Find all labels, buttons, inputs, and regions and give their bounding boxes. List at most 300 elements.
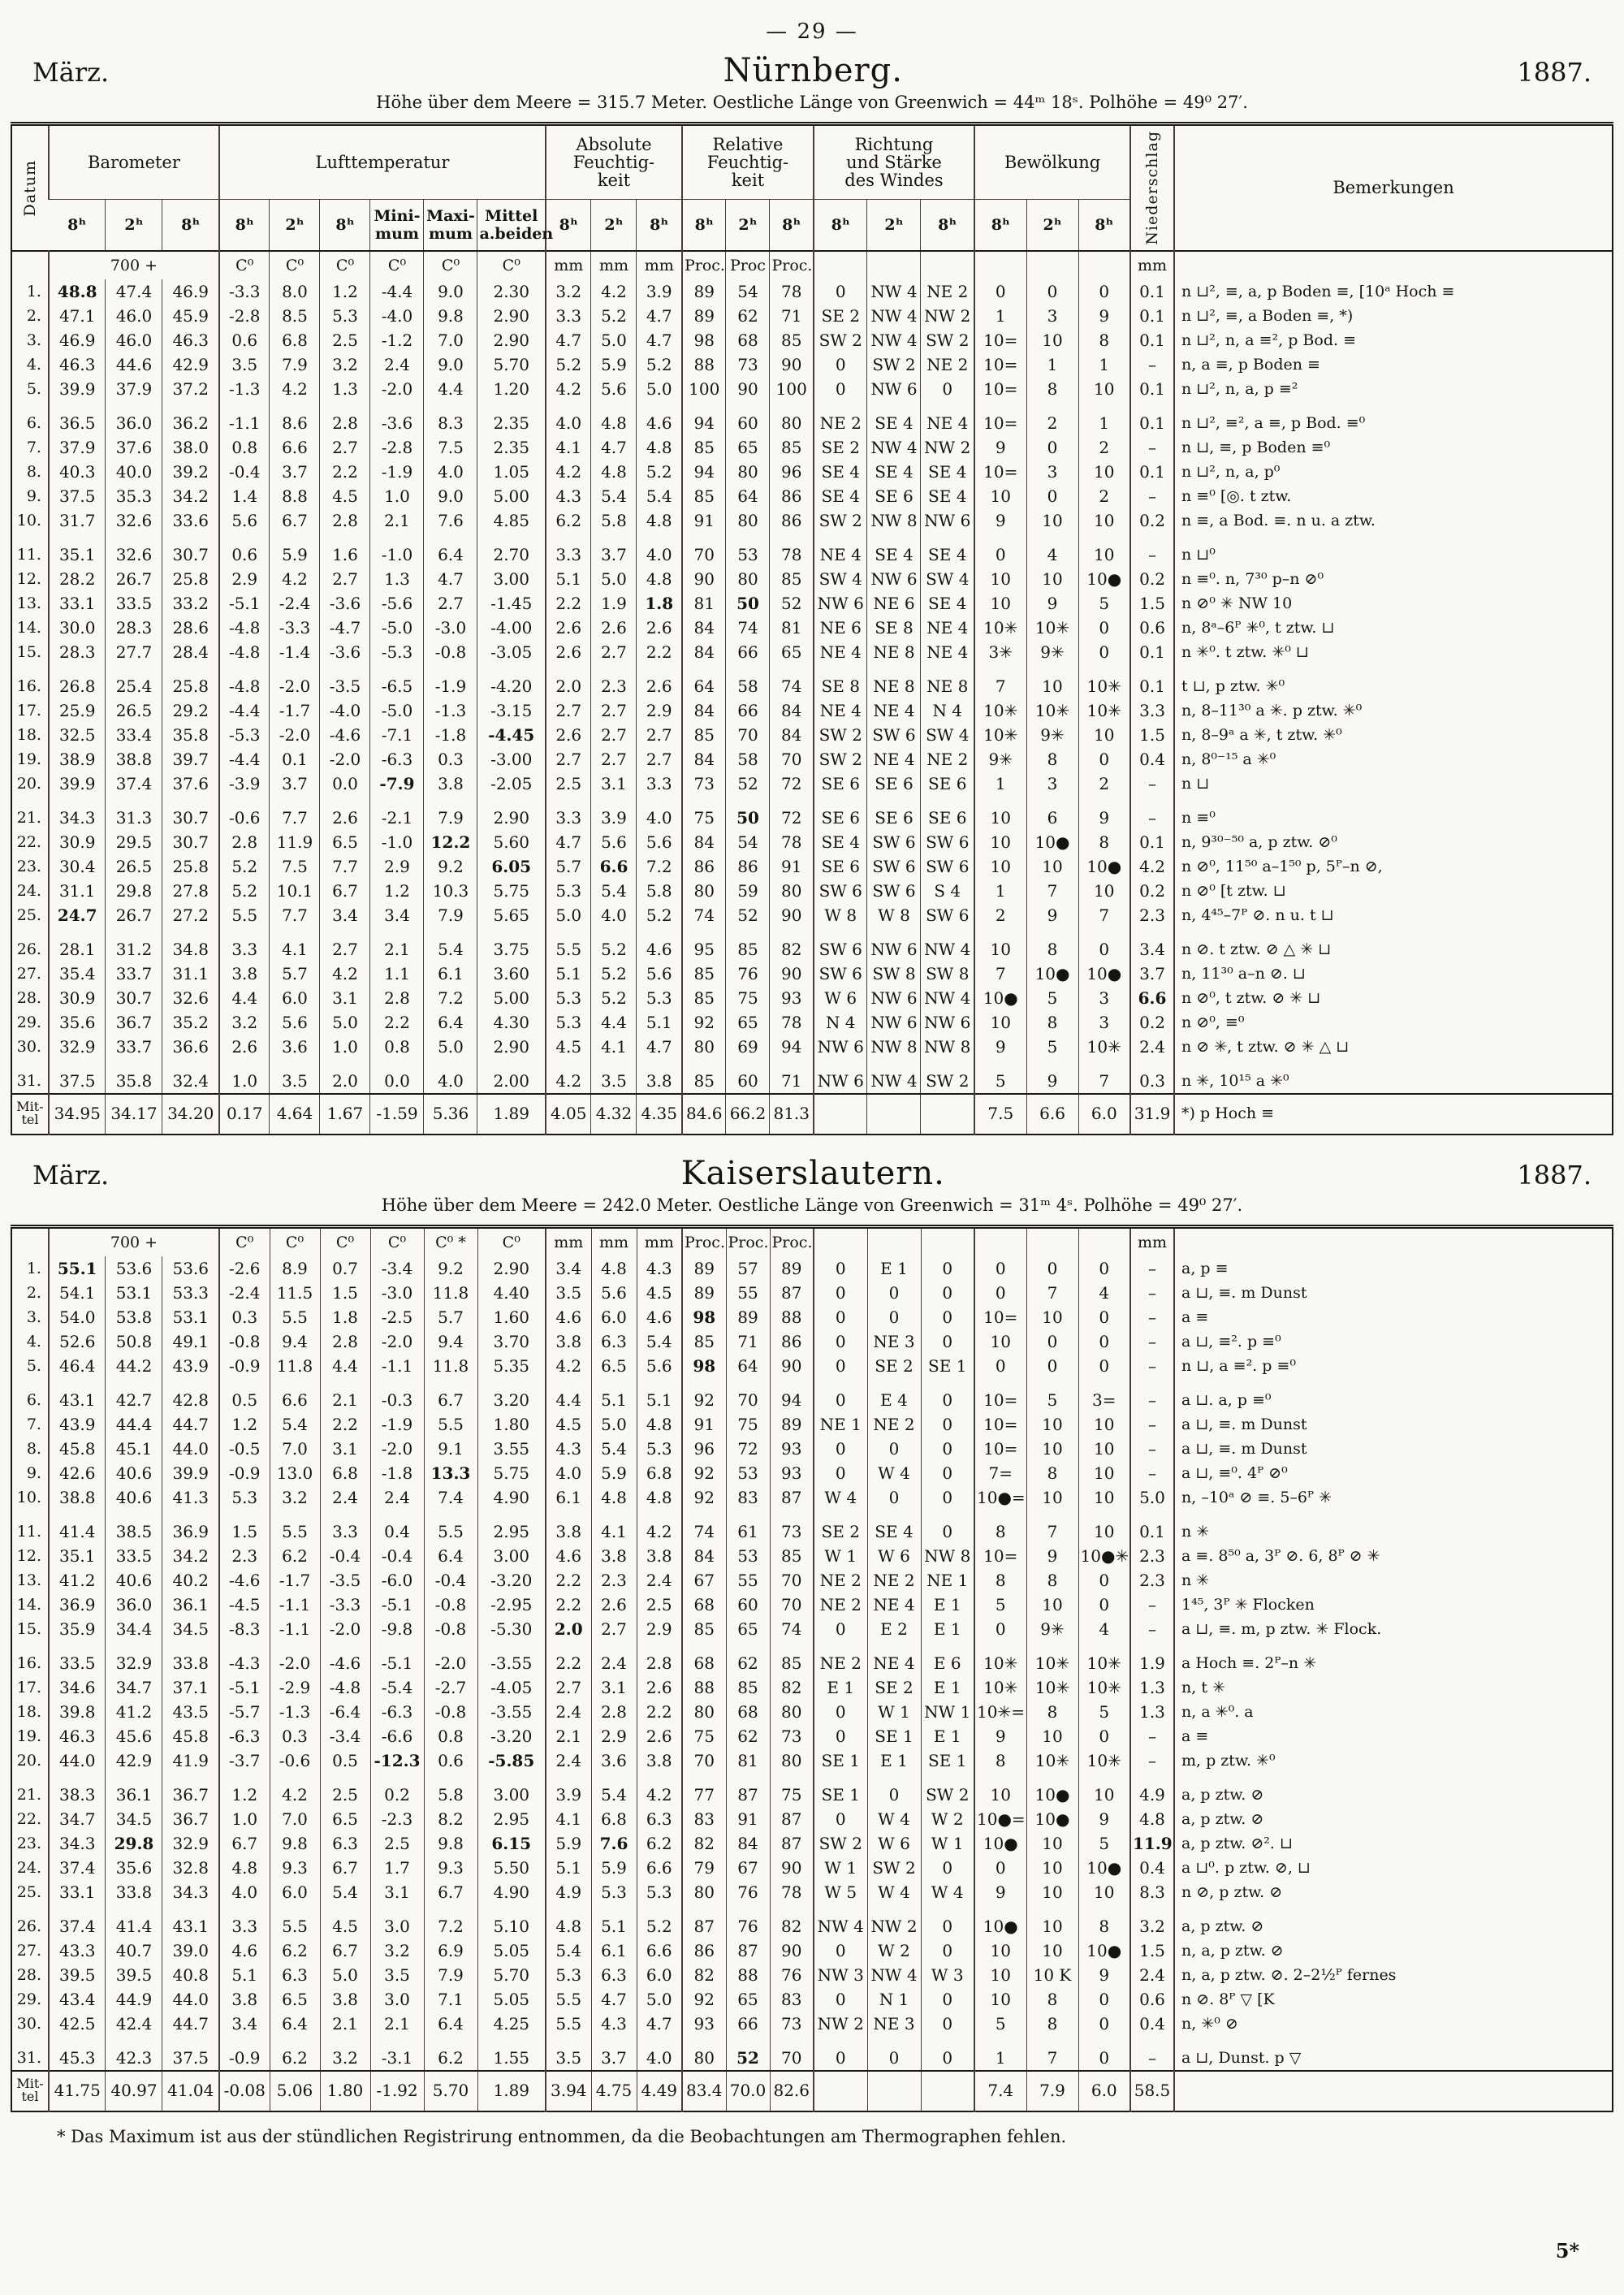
value-cell: 0 xyxy=(814,1437,867,1461)
value-cell: 93 xyxy=(770,1437,814,1461)
value-cell: 78 xyxy=(770,1010,814,1035)
value-cell: 7.2 xyxy=(637,854,682,879)
value-cell: -3.4 xyxy=(320,1724,370,1748)
value-cell: 2.0 xyxy=(546,664,591,698)
value-cell: -2.0 xyxy=(320,1617,370,1641)
unit-cell xyxy=(1026,1226,1078,1256)
remarks-cell: n ≡⁰ xyxy=(1174,796,1613,830)
value-cell: 0 xyxy=(814,1724,867,1748)
value-cell: 93 xyxy=(682,2012,726,2036)
year-label: 1887. xyxy=(1517,57,1592,88)
value-cell: 5.5 xyxy=(424,1412,477,1437)
value-cell: 0 xyxy=(921,1412,974,1437)
day-row xyxy=(11,1641,1613,1675)
value-cell: 91 xyxy=(682,1412,726,1437)
unit-cell xyxy=(11,251,49,279)
value-cell: 8 xyxy=(1078,830,1130,854)
value-cell: 9.8 xyxy=(424,304,477,328)
value-cell: 5.9 xyxy=(546,1831,591,1856)
value-cell: NE 4 xyxy=(867,1593,921,1617)
value-cell: 84 xyxy=(682,830,726,854)
day-row xyxy=(11,1305,1613,1329)
value-cell: 28.6 xyxy=(162,616,219,640)
value-cell: 85 xyxy=(770,567,814,591)
value-cell: 7.9 xyxy=(424,796,477,830)
value-cell: 75 xyxy=(682,796,726,830)
value-cell: – xyxy=(1130,1412,1174,1437)
value-cell: 4.8 xyxy=(591,1256,637,1281)
remarks-cell: n ⊘. t ztw. ⊘ △ ✳ ⊔ xyxy=(1174,927,1613,962)
value-cell: 37.4 xyxy=(106,771,162,796)
value-cell: 0.2 xyxy=(1130,508,1174,533)
value-cell: 0 xyxy=(1078,1354,1130,1378)
value-cell: 85 xyxy=(682,484,726,508)
value-cell: 3.8 xyxy=(546,1510,591,1544)
value-cell: 52 xyxy=(726,2036,770,2071)
value-cell: NW 6 xyxy=(867,986,921,1010)
day-number: 2. xyxy=(26,306,41,325)
value-cell: SW 6 xyxy=(921,830,974,854)
value-cell: 7.9 xyxy=(1026,2071,1078,2111)
value-cell: SE 6 xyxy=(814,854,867,879)
value-cell: 33.4 xyxy=(106,723,162,747)
value-cell: SW 2 xyxy=(867,1856,921,1880)
value-cell: 94 xyxy=(682,401,726,435)
value-cell: 9.8 xyxy=(270,1831,320,1856)
value-cell: 0 xyxy=(814,2036,867,2071)
value-cell: -7.9 xyxy=(370,771,424,796)
value-cell: 34.95 xyxy=(49,1094,106,1135)
value-cell: 9 xyxy=(1026,591,1078,616)
value-cell: 82 xyxy=(770,1904,814,1938)
day-row xyxy=(11,1568,1613,1593)
day-number: 29. xyxy=(16,1013,41,1031)
value-cell: 5.75 xyxy=(477,879,546,903)
value-cell: 10= xyxy=(974,328,1026,352)
value-cell: NE 4 xyxy=(814,698,867,723)
value-cell: 73 xyxy=(682,771,726,796)
value-cell: 7 xyxy=(974,664,1026,698)
value-cell: 10 xyxy=(974,1329,1026,1354)
value-cell: 10 xyxy=(974,567,1026,591)
datum-column-header: Datum xyxy=(20,159,39,217)
value-cell: 85 xyxy=(682,986,726,1010)
value-cell: 2.3 xyxy=(591,1568,637,1593)
value-cell: 0 xyxy=(814,279,867,304)
value-cell: 73 xyxy=(770,2012,814,2036)
value-cell: 0 xyxy=(814,1354,867,1378)
value-cell: SW 8 xyxy=(867,962,921,986)
value-cell: E 1 xyxy=(921,1675,974,1700)
value-cell: 11.8 xyxy=(270,1354,320,1378)
value-cell: 10 xyxy=(974,854,1026,879)
value-cell: SW 4 xyxy=(921,723,974,747)
unit-cell: mm xyxy=(546,251,591,279)
value-cell: 7.6 xyxy=(424,508,477,533)
value-cell: 82.6 xyxy=(770,2071,814,2111)
value-cell: 1.80 xyxy=(477,1412,546,1437)
value-cell: 4.5 xyxy=(637,1281,682,1305)
unit-cell: C⁰ xyxy=(477,1226,546,1256)
value-cell: 5.3 xyxy=(546,879,591,903)
value-cell: 82 xyxy=(770,1675,814,1700)
value-cell: 45.1 xyxy=(106,1437,162,1461)
value-cell: -5.4 xyxy=(370,1675,424,1700)
value-cell: 2 xyxy=(1078,435,1130,460)
value-cell: 76 xyxy=(726,1904,770,1938)
value-cell: -8.3 xyxy=(219,1617,270,1641)
value-cell: 0 xyxy=(921,1305,974,1329)
value-cell: SE 4 xyxy=(867,401,921,435)
value-cell: 35.6 xyxy=(49,1010,106,1035)
day-number: 15. xyxy=(16,642,41,661)
value-cell: NE 4 xyxy=(921,401,974,435)
hour-header: 2ʰ xyxy=(270,199,320,251)
value-cell: 35.9 xyxy=(49,1617,106,1641)
value-cell: 0.17 xyxy=(219,1094,270,1135)
value-cell: 10 xyxy=(1078,723,1130,747)
value-cell: N 4 xyxy=(921,698,974,723)
value-cell: 68 xyxy=(682,1593,726,1617)
value-cell: 87 xyxy=(770,1281,814,1305)
day-row xyxy=(11,1059,1613,1094)
value-cell: 4.3 xyxy=(546,484,591,508)
value-cell: 96 xyxy=(682,1437,726,1461)
day-row xyxy=(11,903,1613,927)
value-cell: 3.1 xyxy=(370,1880,424,1904)
value-cell: 8.0 xyxy=(270,279,320,304)
remarks-cell: a Hoch ≡. 2ᴾ–n ✳ xyxy=(1174,1641,1613,1675)
value-cell: 5.3 xyxy=(219,1485,270,1510)
value-cell: – xyxy=(1130,1305,1174,1329)
value-cell: -0.9 xyxy=(219,1461,270,1485)
value-cell: – xyxy=(1130,1724,1174,1748)
day-number: 6. xyxy=(26,413,41,432)
value-cell: -3.55 xyxy=(477,1700,546,1724)
value-cell: SE 1 xyxy=(814,1748,867,1773)
value-cell: 5.4 xyxy=(591,1773,637,1807)
value-cell xyxy=(814,1094,867,1135)
value-cell: 74 xyxy=(726,616,770,640)
value-cell: 5.5 xyxy=(270,1305,320,1329)
value-cell: 1.5 xyxy=(1130,1938,1174,1963)
value-cell: 5.3 xyxy=(637,986,682,1010)
remarks-cell: n ⊔², ≡, a Boden ≡, *) xyxy=(1174,304,1613,328)
value-cell: 0 xyxy=(814,1378,867,1412)
value-cell: 34.4 xyxy=(106,1617,162,1641)
value-cell: 6.0 xyxy=(1078,2071,1130,2111)
value-cell: -1.1 xyxy=(219,401,270,435)
value-cell: 25.9 xyxy=(49,698,106,723)
value-cell: 0.4 xyxy=(1130,2012,1174,2036)
value-cell: 39.9 xyxy=(49,377,106,401)
value-cell: 84 xyxy=(726,1831,770,1856)
value-cell: 2.9 xyxy=(591,1724,637,1748)
value-cell: 5.0 xyxy=(424,1035,477,1059)
day-row xyxy=(11,1329,1613,1354)
value-cell: -0.8 xyxy=(424,640,477,664)
remarks-cell: a, p ztw. ⊘ xyxy=(1174,1773,1613,1807)
value-cell: 39.9 xyxy=(49,771,106,796)
sheet-mark: 5* xyxy=(1555,2239,1579,2263)
value-cell: 9 xyxy=(1078,1963,1130,1987)
value-cell: 6.6 xyxy=(1026,1094,1078,1135)
value-cell: 6.5 xyxy=(320,1807,370,1831)
unit-cell: C⁰ xyxy=(477,251,546,279)
value-cell: 42.8 xyxy=(162,1378,219,1412)
value-cell: 46.0 xyxy=(106,304,162,328)
value-cell: NW 6 xyxy=(814,1059,867,1094)
value-cell: 6.7 xyxy=(320,1856,370,1880)
value-cell: 10✳ xyxy=(1026,616,1078,640)
value-cell: 98 xyxy=(682,1305,726,1329)
unit-cell: C⁰ xyxy=(219,251,270,279)
value-cell: 5.9 xyxy=(591,352,637,377)
value-cell: 34.3 xyxy=(162,1880,219,1904)
value-cell: 5.9 xyxy=(591,1461,637,1485)
value-cell: -2.0 xyxy=(424,1641,477,1675)
value-cell: 0 xyxy=(867,1305,921,1329)
value-cell: 1 xyxy=(974,771,1026,796)
day-number: 12. xyxy=(16,1546,41,1565)
value-cell: 2 xyxy=(1078,771,1130,796)
value-cell: W 6 xyxy=(867,1831,921,1856)
barometer-group-header: Barometer xyxy=(49,124,219,200)
value-cell: 0 xyxy=(814,1461,867,1485)
value-cell: -6.3 xyxy=(219,1724,270,1748)
value-cell: 10= xyxy=(974,460,1026,484)
remarks-cell: a ≡. 8⁵⁰ a, 3ᴾ ⊘. 6, 8ᴾ ⊘ ✳ xyxy=(1174,1544,1613,1568)
value-cell: 8 xyxy=(974,1568,1026,1593)
value-cell: 5 xyxy=(1026,986,1078,1010)
value-cell: SW 2 xyxy=(921,328,974,352)
value-cell: 10● xyxy=(1026,830,1078,854)
value-cell: 54.0 xyxy=(49,1305,106,1329)
value-cell: 4.8 xyxy=(637,508,682,533)
value-cell: -4.4 xyxy=(219,747,270,771)
value-cell: SE 2 xyxy=(814,435,867,460)
value-cell: – xyxy=(1130,352,1174,377)
remarks-cell: n, a, p ztw. ⊘ xyxy=(1174,1938,1613,1963)
value-cell: -3.15 xyxy=(477,698,546,723)
value-cell: 10✳ xyxy=(1078,1641,1130,1675)
unit-cell: C⁰ * xyxy=(424,1226,477,1256)
value-cell: 5.0 xyxy=(637,377,682,401)
value-cell: 3 xyxy=(1026,304,1078,328)
value-cell: 0.2 xyxy=(1130,567,1174,591)
value-cell: NE 6 xyxy=(814,616,867,640)
value-cell: 9.4 xyxy=(270,1329,320,1354)
value-cell: – xyxy=(1130,1256,1174,1281)
value-cell: 3.60 xyxy=(477,962,546,986)
value-cell: 7 xyxy=(1026,1510,1078,1544)
table-body-kaiserslautern xyxy=(11,1226,1613,2111)
value-cell: – xyxy=(1130,484,1174,508)
value-cell: 90 xyxy=(726,377,770,401)
value-cell: 5.9 xyxy=(591,1856,637,1880)
value-cell: 5.3 xyxy=(591,1880,637,1904)
value-cell: 3.5 xyxy=(270,1059,320,1094)
unit-cell xyxy=(1174,1226,1613,1256)
absolute-feuchtigkeit-group-header: Absolute Feuchtig- keit xyxy=(546,124,682,200)
value-cell: 44.4 xyxy=(106,1412,162,1437)
unit-cell: 700 + xyxy=(49,251,219,279)
value-cell: 0.1 xyxy=(1130,377,1174,401)
value-cell: 0 xyxy=(1078,1568,1130,1593)
day-row xyxy=(11,1412,1613,1437)
value-cell: 6.2 xyxy=(270,2036,320,2071)
unit-cell: mm xyxy=(591,1226,637,1256)
value-cell: 39.5 xyxy=(106,1963,162,1987)
day-row xyxy=(11,1724,1613,1748)
day-row xyxy=(11,567,1613,591)
value-cell: NE 1 xyxy=(814,1412,867,1437)
value-cell: 29.8 xyxy=(106,879,162,903)
value-cell: 5.2 xyxy=(637,903,682,927)
value-cell: 0 xyxy=(1078,1987,1130,2012)
value-cell: 1.55 xyxy=(477,2036,546,2071)
value-cell: 2.8 xyxy=(370,986,424,1010)
value-cell: 26.5 xyxy=(106,698,162,723)
value-cell: -0.3 xyxy=(370,1378,424,1412)
value-cell: W 2 xyxy=(867,1938,921,1963)
hour-header: 8ʰ xyxy=(682,199,726,251)
value-cell: 71 xyxy=(726,1329,770,1354)
day-number: 9. xyxy=(26,486,41,505)
value-cell: -2.8 xyxy=(219,304,270,328)
day-number: 5. xyxy=(26,379,41,398)
value-cell: 6.5 xyxy=(270,1987,320,2012)
day-number: 3. xyxy=(26,331,41,349)
value-cell: 4.90 xyxy=(477,1485,546,1510)
value-cell xyxy=(867,1094,921,1135)
unit-cell xyxy=(974,251,1026,279)
value-cell: 4.0 xyxy=(424,1059,477,1094)
value-cell: -2.1 xyxy=(370,796,424,830)
value-cell: 4.8 xyxy=(591,401,637,435)
value-cell: 5.5 xyxy=(546,927,591,962)
value-cell: 29.2 xyxy=(162,698,219,723)
unit-cell xyxy=(1174,251,1613,279)
value-cell: 43.5 xyxy=(162,1700,219,1724)
value-cell: 9.4 xyxy=(424,1329,477,1354)
value-cell: 1.0 xyxy=(219,1807,270,1831)
value-cell: – xyxy=(1130,1593,1174,1617)
value-cell: 3.7 xyxy=(591,533,637,567)
value-cell: 88 xyxy=(682,352,726,377)
value-cell: 5.36 xyxy=(424,1094,477,1135)
value-cell: 5.6 xyxy=(219,508,270,533)
value-cell: -3.6 xyxy=(320,640,370,664)
remarks-cell: n ⊔², ≡, a, p Boden ≡, [10ᵃ Hoch ≡ xyxy=(1174,279,1613,304)
value-cell: 0 xyxy=(1026,1329,1078,1354)
value-cell: 4.8 xyxy=(637,435,682,460)
value-cell: 35.1 xyxy=(49,1544,106,1568)
value-cell: 2.0 xyxy=(320,1059,370,1094)
value-cell: 0 xyxy=(921,2036,974,2071)
value-cell: 46.3 xyxy=(162,328,219,352)
unit-cell xyxy=(1026,251,1078,279)
value-cell: 4.30 xyxy=(477,1010,546,1035)
value-cell: NW 4 xyxy=(867,1963,921,1987)
value-cell: SW 6 xyxy=(867,879,921,903)
value-cell: 11.8 xyxy=(424,1354,477,1378)
value-cell: 43.9 xyxy=(162,1354,219,1378)
unit-cell: Proc. xyxy=(770,1226,814,1256)
wind-group-header: Richtung und Stärke des Windes xyxy=(814,124,974,200)
value-cell: E 4 xyxy=(867,1378,921,1412)
value-cell: 29.5 xyxy=(106,830,162,854)
value-cell: 3.8 xyxy=(320,1987,370,2012)
value-cell: 1.20 xyxy=(477,377,546,401)
value-cell: 0 xyxy=(814,1987,867,2012)
value-cell: -5.1 xyxy=(370,1641,424,1675)
value-cell: SW 2 xyxy=(814,508,867,533)
value-cell: W 6 xyxy=(814,986,867,1010)
day-row xyxy=(11,1880,1613,1904)
value-cell: 47.1 xyxy=(49,304,106,328)
value-cell: 73 xyxy=(770,1510,814,1544)
value-cell: 4.5 xyxy=(546,1035,591,1059)
day-number: 19. xyxy=(16,750,41,768)
value-cell: 0 xyxy=(814,1329,867,1354)
value-cell: 92 xyxy=(682,1485,726,1510)
value-cell: 2.95 xyxy=(477,1807,546,1831)
value-cell xyxy=(921,1094,974,1135)
value-cell: 0 xyxy=(1078,1256,1130,1281)
value-cell: -4.20 xyxy=(477,664,546,698)
value-cell: – xyxy=(1130,2036,1174,2071)
value-cell: 32.4 xyxy=(162,1059,219,1094)
value-cell: 4.1 xyxy=(591,1035,637,1059)
unit-cell: C⁰ xyxy=(270,251,320,279)
value-cell: 33.5 xyxy=(49,1641,106,1675)
value-cell: 5.2 xyxy=(591,304,637,328)
value-cell: 31.1 xyxy=(49,879,106,903)
value-cell: 2.2 xyxy=(546,1568,591,1593)
value-cell: 44.6 xyxy=(106,352,162,377)
value-cell: SE 4 xyxy=(921,484,974,508)
value-cell: 34.6 xyxy=(49,1675,106,1700)
value-cell: -5.0 xyxy=(370,698,424,723)
value-cell: 92 xyxy=(682,1378,726,1412)
value-cell: 0 xyxy=(921,1485,974,1510)
value-cell: 2.90 xyxy=(477,328,546,352)
remarks-cell: n ⊘⁰ ✳ NW 10 xyxy=(1174,591,1613,616)
value-cell: 58.5 xyxy=(1130,2071,1174,2111)
day-row xyxy=(11,352,1613,377)
value-cell: SE 1 xyxy=(814,1773,867,1807)
value-cell: 75 xyxy=(770,1773,814,1807)
value-cell: NE 4 xyxy=(814,640,867,664)
day-row xyxy=(11,484,1613,508)
day-row xyxy=(11,830,1613,854)
value-cell: SE 4 xyxy=(814,830,867,854)
value-cell: 57 xyxy=(726,1256,770,1281)
value-cell: W 6 xyxy=(867,1544,921,1568)
value-cell: NE 2 xyxy=(867,1412,921,1437)
bemerkungen-column-header: Bemerkungen xyxy=(1174,124,1613,251)
value-cell: 5 xyxy=(1078,1700,1130,1724)
value-cell: 4.85 xyxy=(477,508,546,533)
value-cell: 1.2 xyxy=(219,1773,270,1807)
remarks-cell: n, 8–11³⁰ a ✳. p ztw. ✳⁰ xyxy=(1174,698,1613,723)
remarks-cell: n, 8ᵃ–6ᴾ ✳⁰, t ztw. ⊔ xyxy=(1174,616,1613,640)
value-cell: 34.5 xyxy=(162,1617,219,1641)
value-cell: 40.8 xyxy=(162,1963,219,1987)
value-cell: 4.5 xyxy=(320,1904,370,1938)
value-cell: 0 xyxy=(921,1329,974,1354)
